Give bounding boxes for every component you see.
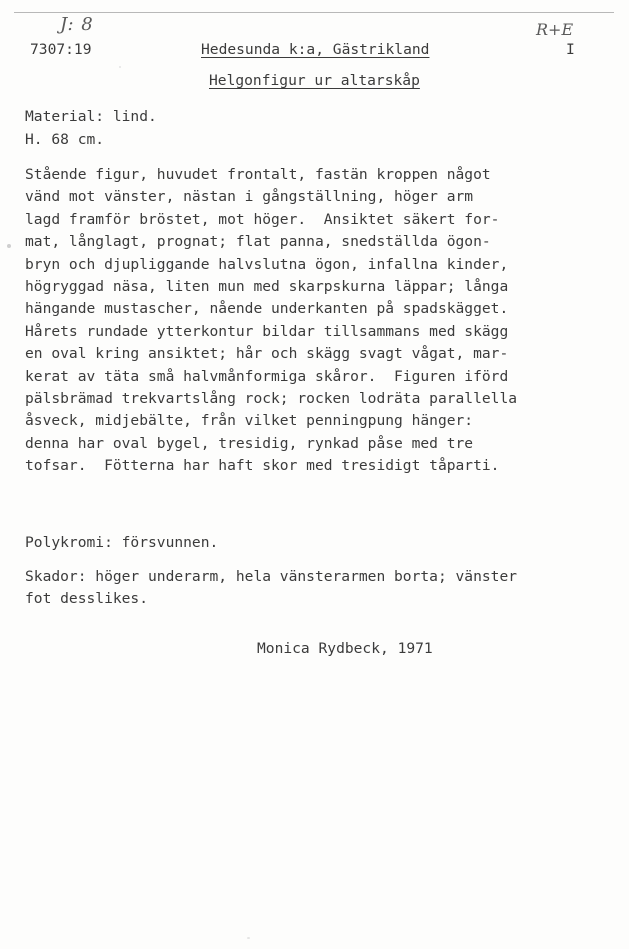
card-top-edge [14, 12, 614, 13]
material-line: Material: lind. [25, 108, 157, 125]
inventory-number: 7307:19 [30, 41, 92, 58]
polychromy-line: Polykromi: försvunnen. [25, 534, 219, 551]
handwritten-note-top-right: R+E [536, 20, 574, 39]
object-title: Helgonfigur ur altarskåp [209, 72, 420, 89]
paper-speck [247, 937, 250, 939]
paper-mark [7, 244, 11, 248]
handwritten-note-top-left: J: 8 [60, 14, 94, 35]
description-paragraph: Stående figur, huvudet frontalt, fastän kroppen något vänd mot vänster, nästan i gångställning, höger arm lagd framför bröstet, mot höger. Ansiktet säkert for- mat, långlagt, prognat; flat panna, snedställda ögon- bryn och djupliggande halvslutna ögon, infallna kinder, högryggad näsa, liten mun med skarpskurna läppar; långa hängande mustascher, nående underkanten på spadskägget. Hårets rundade ytterkontur bildar tillsammans med skägg en oval kring ansiktet; hår och skägg svagt vågat, mar- kerat av täta små halvmånformiga skåror. Figuren iförd pälsbrämad trekvartslång rock; rocken lodräta parallella åsveck, midjebälte, från vilket penningpung hänger: denna har oval bygel, tresidig, rynkad påse med tre tofsar. Fötterna har haft skor med tresidigt tåparti. [25, 166, 518, 475]
author-signature: Monica Rydbeck, 1971 [257, 640, 433, 657]
card-number: I [566, 41, 575, 58]
damage-paragraph: Skador: höger underarm, hela vänsterarmen borta; vänster fot desslikes. [25, 568, 518, 608]
paper-speck [119, 66, 121, 68]
height-line: H. 68 cm. [25, 131, 105, 148]
location-heading: Hedesunda k:a, Gästrikland [201, 41, 430, 58]
